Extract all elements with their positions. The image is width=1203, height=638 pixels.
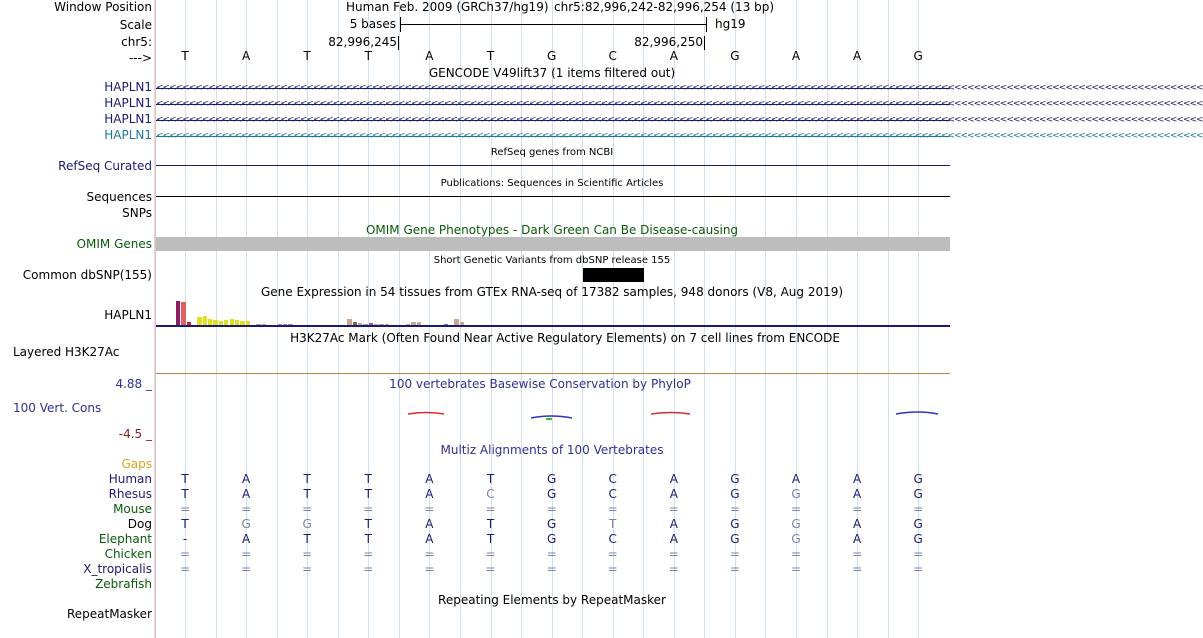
coord-right: 82,996,250 bbox=[634, 35, 703, 49]
alignment-base: = bbox=[424, 547, 435, 561]
strand-arrows: <<<<<<<<<<<<<<<<<<<<<<<<<<<<<<<<<<<<<<<<<<<<<<<<<<<<<<<<<<<<<<<<<<<<<<<<<<<<<<<<<<<<<<<<<<<<<<<<<<<<<<<<<<<<<<<<<<<<<<<<<<<<<<<<<<<<<<<<<<<<<<<<<<<<<<<<<<<<<<<< bbox=[156, 83, 1203, 93]
label-hapln1-3[interactable]: HAPLN1 bbox=[104, 112, 152, 126]
alignment-base: G bbox=[730, 487, 740, 501]
publications-line[interactable] bbox=[156, 196, 950, 197]
alignment-base: = bbox=[302, 547, 313, 561]
reference-base: G bbox=[546, 49, 557, 63]
h3k27ac-title: H3K27Ac Mark (Often Found Near Active Regulatory Elements) on 7 cell lines from ENCODE bbox=[290, 331, 840, 345]
alignment-base: A bbox=[852, 517, 862, 531]
alignment-base: = bbox=[363, 547, 374, 561]
omim-bar[interactable] bbox=[156, 237, 950, 251]
phylop-signal[interactable] bbox=[156, 405, 950, 425]
scale-text: 5 bases bbox=[349, 17, 396, 31]
label-phylop-max: 4.88 _ bbox=[115, 377, 152, 391]
gencode-title: GENCODE V49lift37 (1 items filtered out) bbox=[428, 66, 676, 80]
alignment-base: = bbox=[179, 547, 191, 561]
alignment-base: T bbox=[303, 487, 311, 501]
coord-left-tick bbox=[398, 36, 399, 50]
species-label[interactable]: Elephant bbox=[98, 532, 152, 546]
alignment-base: G bbox=[730, 472, 740, 486]
alignment-base: A bbox=[669, 517, 678, 531]
snp-title: Short Genetic Variants from dbSNP release 155 bbox=[433, 255, 671, 266]
alignment-base: = bbox=[546, 562, 557, 576]
alignment-base: = bbox=[913, 502, 924, 516]
omim-title: OMIM Gene Phenotypes - Dark Green Can Be Disease-causing bbox=[365, 223, 739, 237]
alignment-base: C bbox=[608, 487, 617, 501]
refseq-title: RefSeq genes from NCBI bbox=[490, 147, 614, 158]
position-label: chr5:82,996,242-82,996,254 (13 bp) bbox=[554, 0, 775, 14]
label-gtex-gene[interactable]: HAPLN1 bbox=[104, 308, 152, 322]
alignment-base: C bbox=[486, 487, 495, 501]
alignment-base: T bbox=[486, 472, 495, 486]
alignment-base: = bbox=[546, 502, 557, 516]
species-label[interactable]: Mouse bbox=[113, 502, 152, 516]
species-label[interactable]: Gaps bbox=[121, 457, 152, 471]
gtex-baseline bbox=[156, 325, 950, 327]
species-label[interactable]: X_tropicalis bbox=[83, 562, 152, 576]
alignment-base: T bbox=[303, 532, 311, 546]
alignment-base: = bbox=[179, 502, 191, 516]
reference-base: G bbox=[730, 49, 740, 63]
reference-base: G bbox=[913, 49, 923, 63]
repeat-title: Repeating Elements by RepeatMasker bbox=[438, 593, 666, 607]
alignment-base: G bbox=[546, 472, 557, 486]
label-cons[interactable]: 100 Vert. Cons bbox=[13, 401, 102, 415]
scale-bar-right-tick bbox=[706, 17, 707, 32]
alignment-base: A bbox=[425, 532, 434, 546]
phylop-peak-2 bbox=[896, 412, 938, 414]
label-refseq-curated[interactable]: RefSeq Curated bbox=[58, 159, 152, 173]
alignment-base: = bbox=[485, 562, 496, 576]
gridline bbox=[521, 0, 522, 638]
reference-base: A bbox=[852, 49, 862, 63]
alignment-base: A bbox=[669, 532, 678, 546]
alignment-base: G bbox=[241, 517, 251, 531]
gridline bbox=[338, 0, 339, 638]
gridline bbox=[582, 0, 583, 638]
gridline bbox=[460, 0, 461, 638]
alignment-base: = bbox=[729, 547, 740, 561]
gtex-title: Gene Expression in 54 tissues from GTEx RNA-seq of 17382 samples, 948 donors (V8, Aug 2019) bbox=[260, 285, 844, 299]
alignment-base: = bbox=[852, 562, 863, 576]
label-repeatmasker[interactable]: RepeatMasker bbox=[66, 607, 152, 621]
label-chrom: chr5: bbox=[121, 35, 152, 49]
alignment-base: = bbox=[424, 562, 435, 576]
label-snps[interactable]: SNPs bbox=[122, 206, 152, 220]
alignment-base: = bbox=[241, 502, 252, 516]
scale-bar bbox=[400, 24, 706, 25]
label-layered-h3k27ac[interactable]: Layered H3K27Ac bbox=[13, 345, 120, 359]
alignment-base: = bbox=[913, 562, 924, 576]
scale-bar-left-tick bbox=[400, 17, 401, 32]
alignment-base: G bbox=[791, 517, 801, 531]
label-omim-genes[interactable]: OMIM Genes bbox=[76, 237, 152, 251]
alignment-base: = bbox=[668, 502, 679, 516]
alignment-base: = bbox=[668, 562, 679, 576]
gridline bbox=[216, 0, 217, 638]
track-image[interactable] bbox=[156, 0, 1203, 638]
alignment-base: T bbox=[609, 517, 617, 531]
alignment-base: = bbox=[485, 547, 496, 561]
alignment-base: A bbox=[669, 487, 678, 501]
alignment-base: = bbox=[607, 562, 618, 576]
label-scale: Scale bbox=[119, 18, 152, 32]
alignment-base: = bbox=[729, 502, 740, 516]
phylop-peak-1 bbox=[531, 416, 572, 418]
db-label: hg19 bbox=[715, 17, 746, 31]
alignment-base: T bbox=[303, 472, 311, 486]
alignment-base: A bbox=[852, 472, 862, 486]
strand-arrows: <<<<<<<<<<<<<<<<<<<<<<<<<<<<<<<<<<<<<<<<<<<<<<<<<<<<<<<<<<<<<<<<<<<<<<<<<<<<<<<<<<<<<<<<<<<<<<<<<<<<<<<<<<<<<<<<<<<<<<<<<<<<<<<<<<<<<<<<<<<<<<<<<<<<<<<<<<<<<<<< bbox=[156, 115, 1203, 125]
multiz-title: Multiz Alignments of 100 Vertebrates bbox=[440, 443, 664, 457]
alignment-base: T bbox=[364, 532, 372, 546]
gridline bbox=[888, 0, 889, 638]
h3k27ac-baseline bbox=[156, 373, 950, 374]
alignment-base: = bbox=[790, 547, 802, 561]
alignment-base: = bbox=[852, 547, 863, 561]
alignment-base: T bbox=[486, 532, 495, 546]
alignment-base: = bbox=[607, 502, 618, 516]
species-label[interactable]: Rhesus bbox=[108, 487, 152, 501]
alignment-base: A bbox=[425, 472, 434, 486]
track-labels bbox=[0, 0, 155, 638]
reference-base: A bbox=[791, 49, 801, 63]
alignment-base: = bbox=[241, 547, 252, 561]
alignment-base: A bbox=[852, 487, 862, 501]
gridline bbox=[765, 0, 766, 638]
alignment-base: T bbox=[364, 472, 372, 486]
gtex-bar[interactable] bbox=[181, 302, 185, 325]
reference-base: T bbox=[364, 49, 372, 63]
alignment-base: = bbox=[363, 562, 374, 576]
alignment-base: T bbox=[181, 472, 189, 486]
label-strand: ---> bbox=[128, 51, 152, 65]
label-common-dbsnp[interactable]: Common dbSNP(155) bbox=[22, 268, 152, 282]
alignment-base: G bbox=[791, 487, 801, 501]
alignment-base: A bbox=[425, 517, 434, 531]
alignment-base: A bbox=[852, 532, 862, 546]
alignment-base: = bbox=[179, 562, 191, 576]
label-hapln1-1[interactable]: HAPLN1 bbox=[104, 80, 152, 94]
alignment-base: = bbox=[790, 502, 802, 516]
alignment-base: G bbox=[546, 532, 557, 546]
alignment-base: = bbox=[546, 547, 557, 561]
alignment-base: G bbox=[913, 532, 923, 546]
reference-base: T bbox=[486, 49, 495, 63]
alignment-base: T bbox=[486, 517, 495, 531]
publications-title: Publications: Sequences in Scientific Articles bbox=[440, 178, 664, 189]
alignment-base: C bbox=[608, 532, 617, 546]
gridline bbox=[154, 0, 155, 638]
reference-base: A bbox=[241, 49, 251, 63]
reference-base: C bbox=[608, 49, 617, 63]
alignment-base: A bbox=[425, 487, 434, 501]
alignment-base: = bbox=[913, 547, 924, 561]
phylop-dip-1 bbox=[408, 413, 444, 415]
alignment-base: T bbox=[364, 487, 372, 501]
alignment-base: = bbox=[668, 547, 679, 561]
assembly-label: Human Feb. 2009 (GRCh37/hg19) bbox=[346, 0, 549, 14]
label-hapln1-2[interactable]: HAPLN1 bbox=[104, 96, 152, 110]
phylop-dip-2 bbox=[651, 413, 690, 415]
species-label[interactable]: Zebrafish bbox=[95, 577, 152, 591]
gtex-bar[interactable] bbox=[197, 317, 201, 325]
gridline bbox=[643, 0, 644, 638]
alignment-base: = bbox=[852, 502, 863, 516]
alignment-base: T bbox=[181, 487, 189, 501]
alignment-base: A bbox=[791, 472, 801, 486]
label-sequences[interactable]: Sequences bbox=[86, 190, 152, 204]
reference-base: T bbox=[303, 49, 311, 63]
alignment-base: G bbox=[913, 472, 923, 486]
alignment-base: G bbox=[730, 532, 740, 546]
species-label[interactable]: Chicken bbox=[104, 547, 152, 561]
refseq-line[interactable] bbox=[156, 165, 950, 166]
gridline bbox=[827, 0, 828, 638]
label-window-position: Window Position bbox=[54, 0, 152, 14]
alignment-base: - bbox=[182, 532, 188, 546]
gridline bbox=[277, 0, 278, 638]
alignment-base: G bbox=[302, 517, 312, 531]
alignment-base: = bbox=[607, 547, 618, 561]
phylop-green-mark bbox=[546, 418, 552, 420]
strand-arrows: <<<<<<<<<<<<<<<<<<<<<<<<<<<<<<<<<<<<<<<<<<<<<<<<<<<<<<<<<<<<<<<<<<<<<<<<<<<<<<<<<<<<<<<<<<<<<<<<<<<<<<<<<<<<<<<<<<<<<<<<<<<<<<<<<<<<<<<<<<<<<<<<<<<<<<<<<<<<<<<< bbox=[156, 131, 1203, 141]
alignment-base: = bbox=[729, 562, 740, 576]
alignment-base: G bbox=[730, 517, 740, 531]
gridline bbox=[704, 0, 705, 638]
alignment-base: A bbox=[241, 532, 251, 546]
reference-base: A bbox=[669, 49, 678, 63]
alignment-base: G bbox=[546, 487, 557, 501]
reference-base: A bbox=[425, 49, 434, 63]
alignment-base: A bbox=[241, 487, 251, 501]
alignment-base: = bbox=[363, 502, 374, 516]
strand-arrows: <<<<<<<<<<<<<<<<<<<<<<<<<<<<<<<<<<<<<<<<<<<<<<<<<<<<<<<<<<<<<<<<<<<<<<<<<<<<<<<<<<<<<<<<<<<<<<<<<<<<<<<<<<<<<<<<<<<<<<<<<<<<<<<<<<<<<<<<<<<<<<<<<<<<<<<<<<<<<<<< bbox=[156, 99, 1203, 109]
label-hapln1-4[interactable]: HAPLN1 bbox=[104, 128, 152, 142]
label-phylop-min: -4.5 _ bbox=[118, 427, 152, 441]
gtex-bar[interactable] bbox=[203, 316, 207, 325]
alignment-base: A bbox=[669, 472, 678, 486]
snp-item[interactable] bbox=[583, 268, 644, 282]
phylop-title: 100 vertebrates Basewise Conservation by PhyloP bbox=[389, 377, 691, 391]
gtex-bar[interactable] bbox=[176, 301, 180, 325]
alignment-base: C bbox=[608, 472, 617, 486]
alignment-base: T bbox=[181, 517, 189, 531]
alignment-base: G bbox=[546, 517, 557, 531]
alignment-base: = bbox=[302, 562, 313, 576]
alignment-base: = bbox=[485, 502, 496, 516]
alignment-base: = bbox=[302, 502, 313, 516]
alignment-base: = bbox=[790, 562, 802, 576]
coord-left: 82,996,245 bbox=[328, 35, 397, 49]
reference-base: T bbox=[181, 49, 189, 63]
alignment-base: G bbox=[913, 517, 923, 531]
alignment-base: = bbox=[241, 562, 252, 576]
alignment-base: G bbox=[791, 532, 801, 546]
alignment-base: T bbox=[364, 517, 372, 531]
alignment-base: = bbox=[424, 502, 435, 516]
alignment-base: G bbox=[913, 487, 923, 501]
species-label[interactable]: Human bbox=[108, 472, 152, 486]
coord-right-tick bbox=[704, 36, 705, 50]
alignment-base: A bbox=[241, 472, 251, 486]
species-label[interactable]: Dog bbox=[127, 517, 152, 531]
gridline bbox=[399, 0, 400, 638]
